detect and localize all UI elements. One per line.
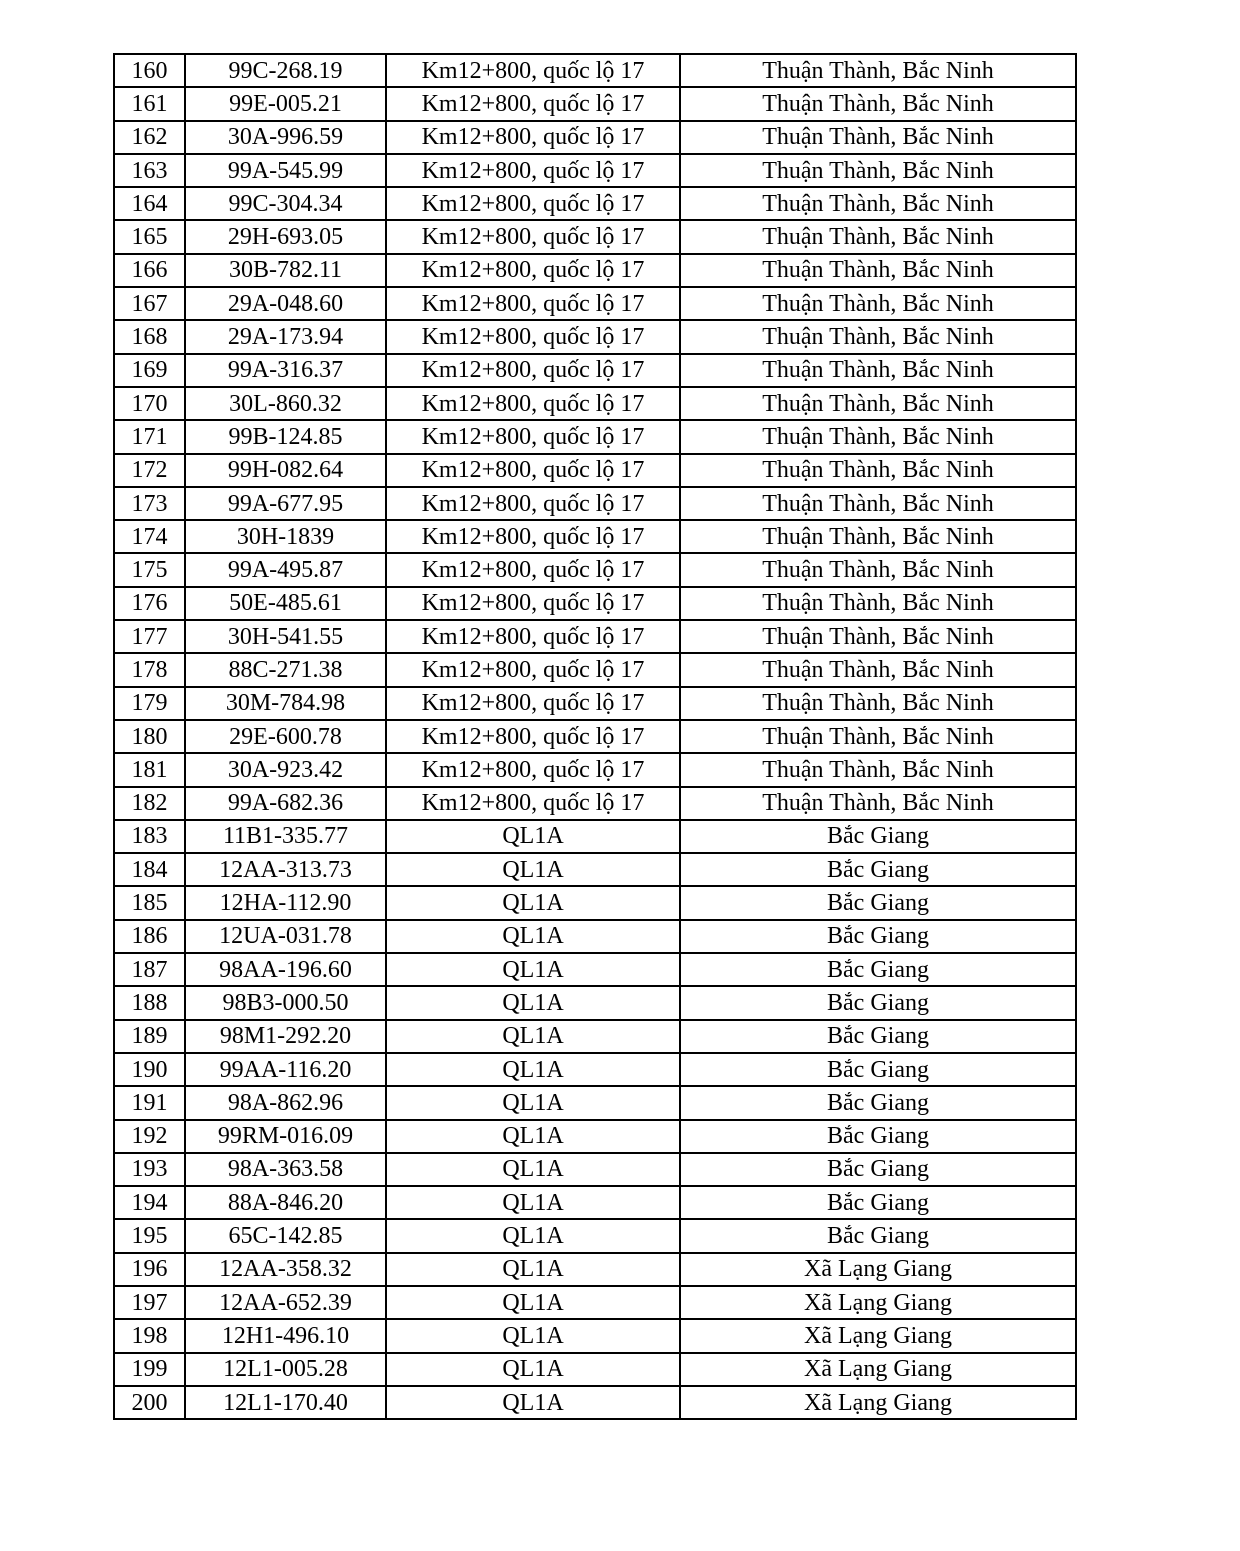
license-plate-cell: 99C-268.19	[185, 54, 386, 87]
table-row	[114, 520, 1076, 553]
row-number-cell: 194	[114, 1186, 185, 1219]
location-cell: QL1A	[386, 1253, 680, 1286]
license-plate-cell: 98A-363.58	[185, 1153, 386, 1186]
row-number-cell: 200	[114, 1386, 185, 1419]
location-cell: Km12+800, quốc lộ 17	[386, 787, 680, 820]
violations-table-body	[114, 54, 1076, 1419]
area-cell: Bắc Giang	[680, 1219, 1076, 1252]
area-cell: Bắc Giang	[680, 1120, 1076, 1153]
license-plate-cell: 99A-316.37	[185, 354, 386, 387]
row-number-cell: 171	[114, 420, 185, 453]
row-number-cell: 170	[114, 387, 185, 420]
area-cell: Xã Lạng Giang	[680, 1386, 1076, 1419]
location-cell: Km12+800, quốc lộ 17	[386, 320, 680, 353]
area-cell: Bắc Giang	[680, 1086, 1076, 1119]
location-cell: QL1A	[386, 1120, 680, 1153]
row-number-cell: 185	[114, 886, 185, 919]
row-number-cell: 193	[114, 1153, 185, 1186]
table-row	[114, 1253, 1076, 1286]
license-plate-cell: 30H-1839	[185, 520, 386, 553]
table-row	[114, 1386, 1076, 1419]
license-plate-cell: 30B-782.11	[185, 254, 386, 287]
table-row	[114, 420, 1076, 453]
row-number-cell: 174	[114, 520, 185, 553]
location-cell: QL1A	[386, 1219, 680, 1252]
row-number-cell: 179	[114, 687, 185, 720]
area-cell: Thuận Thành, Bắc Ninh	[680, 187, 1076, 220]
table-row	[114, 553, 1076, 586]
row-number-cell: 183	[114, 820, 185, 853]
license-plate-cell: 99A-677.95	[185, 487, 386, 520]
table-row	[114, 653, 1076, 686]
area-cell: Thuận Thành, Bắc Ninh	[680, 154, 1076, 187]
license-plate-cell: 88A-846.20	[185, 1186, 386, 1219]
area-cell: Bắc Giang	[680, 1053, 1076, 1086]
table-row	[114, 154, 1076, 187]
area-cell: Bắc Giang	[680, 986, 1076, 1019]
location-cell: Km12+800, quốc lộ 17	[386, 454, 680, 487]
location-cell: Km12+800, quốc lộ 17	[386, 220, 680, 253]
location-cell: QL1A	[386, 953, 680, 986]
location-cell: QL1A	[386, 1353, 680, 1386]
violations-table	[113, 53, 1077, 1420]
row-number-cell: 168	[114, 320, 185, 353]
location-cell: QL1A	[386, 1053, 680, 1086]
location-cell: QL1A	[386, 1319, 680, 1352]
license-plate-cell: 12L1-170.40	[185, 1386, 386, 1419]
table-row	[114, 620, 1076, 653]
location-cell: QL1A	[386, 986, 680, 1019]
row-number-cell: 187	[114, 953, 185, 986]
table-row	[114, 1186, 1076, 1219]
row-number-cell: 175	[114, 553, 185, 586]
location-cell: QL1A	[386, 1286, 680, 1319]
row-number-cell: 186	[114, 920, 185, 953]
location-cell: Km12+800, quốc lộ 17	[386, 287, 680, 320]
table-row	[114, 1086, 1076, 1119]
license-plate-cell: 65C-142.85	[185, 1219, 386, 1252]
location-cell: Km12+800, quốc lộ 17	[386, 354, 680, 387]
table-row	[114, 1020, 1076, 1053]
area-cell: Thuận Thành, Bắc Ninh	[680, 287, 1076, 320]
license-plate-cell: 29A-048.60	[185, 287, 386, 320]
area-cell: Thuận Thành, Bắc Ninh	[680, 787, 1076, 820]
table-row	[114, 587, 1076, 620]
table-row	[114, 1053, 1076, 1086]
table-row	[114, 1353, 1076, 1386]
license-plate-cell: 30M-784.98	[185, 687, 386, 720]
table-row	[114, 487, 1076, 520]
table-row	[114, 886, 1076, 919]
row-number-cell: 189	[114, 1020, 185, 1053]
area-cell: Thuận Thành, Bắc Ninh	[680, 553, 1076, 586]
area-cell: Thuận Thành, Bắc Ninh	[680, 720, 1076, 753]
area-cell: Xã Lạng Giang	[680, 1353, 1076, 1386]
license-plate-cell: 99C-304.34	[185, 187, 386, 220]
table-row	[114, 187, 1076, 220]
table-row	[114, 953, 1076, 986]
row-number-cell: 181	[114, 753, 185, 786]
license-plate-cell: 99B-124.85	[185, 420, 386, 453]
row-number-cell: 196	[114, 1253, 185, 1286]
area-cell: Thuận Thành, Bắc Ninh	[680, 254, 1076, 287]
row-number-cell: 190	[114, 1053, 185, 1086]
license-plate-cell: 29A-173.94	[185, 320, 386, 353]
table-row	[114, 354, 1076, 387]
location-cell: Km12+800, quốc lộ 17	[386, 587, 680, 620]
license-plate-cell: 29E-600.78	[185, 720, 386, 753]
table-row	[114, 1219, 1076, 1252]
row-number-cell: 199	[114, 1353, 185, 1386]
row-number-cell: 184	[114, 853, 185, 886]
license-plate-cell: 12HA-112.90	[185, 886, 386, 919]
location-cell: QL1A	[386, 853, 680, 886]
table-row	[114, 121, 1076, 154]
location-cell: QL1A	[386, 1386, 680, 1419]
area-cell: Thuận Thành, Bắc Ninh	[680, 220, 1076, 253]
location-cell: QL1A	[386, 1153, 680, 1186]
table-row	[114, 986, 1076, 1019]
location-cell: Km12+800, quốc lộ 17	[386, 420, 680, 453]
license-plate-cell: 98AA-196.60	[185, 953, 386, 986]
license-plate-cell: 12AA-358.32	[185, 1253, 386, 1286]
row-number-cell: 169	[114, 354, 185, 387]
area-cell: Thuận Thành, Bắc Ninh	[680, 87, 1076, 120]
license-plate-cell: 99A-495.87	[185, 553, 386, 586]
location-cell: QL1A	[386, 886, 680, 919]
area-cell: Bắc Giang	[680, 953, 1076, 986]
location-cell: Km12+800, quốc lộ 17	[386, 653, 680, 686]
area-cell: Thuận Thành, Bắc Ninh	[680, 354, 1076, 387]
table-row	[114, 787, 1076, 820]
license-plate-cell: 98B3-000.50	[185, 986, 386, 1019]
area-cell: Bắc Giang	[680, 853, 1076, 886]
license-plate-cell: 30A-923.42	[185, 753, 386, 786]
license-plate-cell: 99H-082.64	[185, 454, 386, 487]
area-cell: Thuận Thành, Bắc Ninh	[680, 454, 1076, 487]
area-cell: Bắc Giang	[680, 1153, 1076, 1186]
location-cell: Km12+800, quốc lộ 17	[386, 520, 680, 553]
table-row	[114, 87, 1076, 120]
license-plate-cell: 11B1-335.77	[185, 820, 386, 853]
table-row	[114, 1153, 1076, 1186]
location-cell: QL1A	[386, 920, 680, 953]
license-plate-cell: 88C-271.38	[185, 653, 386, 686]
row-number-cell: 173	[114, 487, 185, 520]
area-cell: Thuận Thành, Bắc Ninh	[680, 54, 1076, 87]
location-cell: QL1A	[386, 1086, 680, 1119]
table-row	[114, 687, 1076, 720]
location-cell: Km12+800, quốc lộ 17	[386, 487, 680, 520]
license-plate-cell: 99E-005.21	[185, 87, 386, 120]
area-cell: Bắc Giang	[680, 1020, 1076, 1053]
location-cell: Km12+800, quốc lộ 17	[386, 720, 680, 753]
row-number-cell: 188	[114, 986, 185, 1019]
row-number-cell: 197	[114, 1286, 185, 1319]
table-row	[114, 1319, 1076, 1352]
row-number-cell: 191	[114, 1086, 185, 1119]
location-cell: Km12+800, quốc lộ 17	[386, 121, 680, 154]
table-row	[114, 254, 1076, 287]
row-number-cell: 161	[114, 87, 185, 120]
license-plate-cell: 30L-860.32	[185, 387, 386, 420]
row-number-cell: 163	[114, 154, 185, 187]
area-cell: Bắc Giang	[680, 886, 1076, 919]
area-cell: Thuận Thành, Bắc Ninh	[680, 653, 1076, 686]
license-plate-cell: 50E-485.61	[185, 587, 386, 620]
table-row	[114, 1286, 1076, 1319]
table-row	[114, 820, 1076, 853]
row-number-cell: 192	[114, 1120, 185, 1153]
area-cell: Thuận Thành, Bắc Ninh	[680, 520, 1076, 553]
row-number-cell: 176	[114, 587, 185, 620]
area-cell: Xã Lạng Giang	[680, 1253, 1076, 1286]
area-cell: Thuận Thành, Bắc Ninh	[680, 687, 1076, 720]
license-plate-cell: 12AA-652.39	[185, 1286, 386, 1319]
license-plate-cell: 98M1-292.20	[185, 1020, 386, 1053]
row-number-cell: 177	[114, 620, 185, 653]
table-row	[114, 220, 1076, 253]
location-cell: QL1A	[386, 1186, 680, 1219]
license-plate-cell: 12AA-313.73	[185, 853, 386, 886]
license-plate-cell: 99A-682.36	[185, 787, 386, 820]
location-cell: Km12+800, quốc lộ 17	[386, 753, 680, 786]
license-plate-cell: 30A-996.59	[185, 121, 386, 154]
row-number-cell: 165	[114, 220, 185, 253]
row-number-cell: 180	[114, 720, 185, 753]
row-number-cell: 167	[114, 287, 185, 320]
row-number-cell: 160	[114, 54, 185, 87]
location-cell: Km12+800, quốc lộ 17	[386, 620, 680, 653]
license-plate-cell: 99AA-116.20	[185, 1053, 386, 1086]
table-row	[114, 853, 1076, 886]
table-row	[114, 753, 1076, 786]
location-cell: Km12+800, quốc lộ 17	[386, 254, 680, 287]
table-row	[114, 287, 1076, 320]
location-cell: Km12+800, quốc lộ 17	[386, 87, 680, 120]
area-cell: Thuận Thành, Bắc Ninh	[680, 420, 1076, 453]
row-number-cell: 198	[114, 1319, 185, 1352]
table-row	[114, 720, 1076, 753]
row-number-cell: 162	[114, 121, 185, 154]
license-plate-cell: 29H-693.05	[185, 220, 386, 253]
location-cell: QL1A	[386, 820, 680, 853]
area-cell: Thuận Thành, Bắc Ninh	[680, 620, 1076, 653]
area-cell: Thuận Thành, Bắc Ninh	[680, 121, 1076, 154]
table-row	[114, 387, 1076, 420]
row-number-cell: 182	[114, 787, 185, 820]
area-cell: Xã Lạng Giang	[680, 1319, 1076, 1352]
license-plate-cell: 12H1-496.10	[185, 1319, 386, 1352]
area-cell: Thuận Thành, Bắc Ninh	[680, 753, 1076, 786]
location-cell: Km12+800, quốc lộ 17	[386, 553, 680, 586]
location-cell: Km12+800, quốc lộ 17	[386, 54, 680, 87]
license-plate-cell: 99RM-016.09	[185, 1120, 386, 1153]
location-cell: QL1A	[386, 1020, 680, 1053]
license-plate-cell: 30H-541.55	[185, 620, 386, 653]
table-row	[114, 920, 1076, 953]
area-cell: Xã Lạng Giang	[680, 1286, 1076, 1319]
area-cell: Thuận Thành, Bắc Ninh	[680, 587, 1076, 620]
area-cell: Bắc Giang	[680, 920, 1076, 953]
area-cell: Bắc Giang	[680, 820, 1076, 853]
table-row	[114, 1120, 1076, 1153]
table-row	[114, 454, 1076, 487]
row-number-cell: 195	[114, 1219, 185, 1252]
location-cell: Km12+800, quốc lộ 17	[386, 154, 680, 187]
location-cell: Km12+800, quốc lộ 17	[386, 687, 680, 720]
area-cell: Thuận Thành, Bắc Ninh	[680, 487, 1076, 520]
license-plate-cell: 12L1-005.28	[185, 1353, 386, 1386]
area-cell: Bắc Giang	[680, 1186, 1076, 1219]
row-number-cell: 166	[114, 254, 185, 287]
table-row	[114, 320, 1076, 353]
row-number-cell: 178	[114, 653, 185, 686]
area-cell: Thuận Thành, Bắc Ninh	[680, 387, 1076, 420]
license-plate-cell: 99A-545.99	[185, 154, 386, 187]
location-cell: Km12+800, quốc lộ 17	[386, 387, 680, 420]
row-number-cell: 172	[114, 454, 185, 487]
license-plate-cell: 98A-862.96	[185, 1086, 386, 1119]
location-cell: Km12+800, quốc lộ 17	[386, 187, 680, 220]
row-number-cell: 164	[114, 187, 185, 220]
table-row	[114, 54, 1076, 87]
license-plate-cell: 12UA-031.78	[185, 920, 386, 953]
area-cell: Thuận Thành, Bắc Ninh	[680, 320, 1076, 353]
